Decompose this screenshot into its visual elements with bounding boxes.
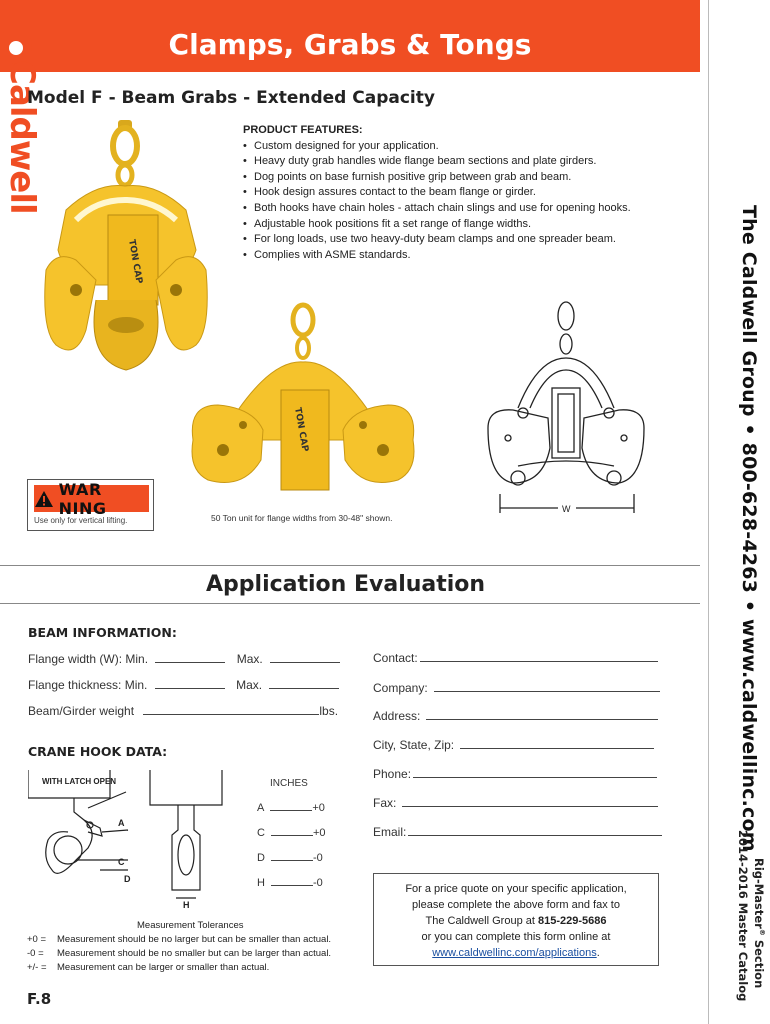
warning-icon (34, 490, 53, 508)
address-input[interactable] (426, 709, 658, 720)
flange-width-label: Flange width (W): Min. (28, 652, 149, 666)
warning-text: Use only for vertical lifting. (34, 516, 128, 525)
dim-h-label: H (183, 900, 190, 910)
sidebar-catalog: 2014-2016 Master Catalog (736, 830, 750, 1002)
dim-a-label: A (118, 818, 125, 828)
feature-item: • For long loads, use two heavy-duty beam clamps and one spreader beam. (243, 232, 631, 248)
feature-item: • Both hooks have chain holes - attach chain slings and use for opening hooks. (243, 201, 631, 217)
dim-tolerance: -0 (312, 852, 323, 864)
quote-line: or you can complete this form online at (421, 931, 611, 943)
contact-field[interactable] (373, 651, 658, 665)
application-title: Application Evaluation (206, 572, 486, 597)
quote-line (374, 945, 658, 961)
quote-text: The Caldwell Group at (425, 915, 538, 927)
feature-item: • Hook design assures contact to the beam flange or girder. (243, 185, 631, 201)
address-label: Address: (373, 709, 421, 723)
applications-link[interactable]: www.caldwellinc.com/applications (432, 947, 597, 959)
warning-box (27, 479, 154, 531)
tolerances-heading: Measurement Tolerances (137, 920, 244, 931)
city-state-zip-input[interactable] (460, 738, 654, 749)
section-divider (0, 603, 700, 604)
dim-tolerance: +0 (312, 827, 326, 839)
city-state-zip-label: City, State, Zip: (373, 738, 455, 752)
beam-grab-line-drawing (478, 298, 658, 518)
flange-thickness-field[interactable] (28, 678, 339, 692)
tolerance-row (27, 947, 331, 961)
quote-box (373, 873, 659, 966)
tolerance-text: Measurement can be larger or smaller than actual. (57, 962, 270, 973)
measurement-tolerances (27, 919, 331, 975)
dim-c-field[interactable] (257, 825, 326, 839)
address-field[interactable] (373, 709, 658, 723)
fax-input[interactable] (402, 796, 658, 807)
fax-number: 815-229-5686 (537, 915, 607, 927)
dim-letter: C (257, 827, 265, 839)
ton-cap-label-2: TON CAP (292, 406, 310, 453)
tolerance-row (27, 933, 331, 947)
feature-item: • Adjustable hook positions fit a set range of flange widths. (243, 217, 631, 233)
email-label: Email: (373, 825, 407, 839)
beam-grab-photo-2 (183, 300, 423, 500)
logo-wordmark: Caldwell (2, 60, 42, 214)
email-input[interactable] (408, 825, 662, 836)
phone-input[interactable] (413, 767, 657, 778)
warning-label: WAR NING (58, 479, 107, 518)
feature-item: • Heavy duty grab handles wide flange beam sections and plate girders. (243, 154, 631, 170)
section-divider (0, 565, 700, 566)
dim-letter: H (257, 877, 265, 889)
feature-item: • Dog points on base furnish positive grip between grab and beam. (243, 170, 631, 186)
flange-thickness-min-input[interactable] (155, 678, 225, 689)
sidebar-divider (708, 0, 709, 1024)
dim-tolerance: +0 (312, 802, 325, 814)
dim-tolerance: -0 (312, 877, 323, 889)
tolerance-symbol: +/- = (27, 962, 47, 973)
w-dimension-label: W (562, 504, 571, 514)
contact-label: Contact: (373, 651, 418, 665)
features-heading: PRODUCT FEATURES: (243, 124, 363, 136)
latch-open-label: WITH LATCH OPEN (42, 777, 117, 786)
product-features (243, 123, 631, 263)
phone-label: Phone: (373, 767, 412, 781)
tolerance-symbol: -0 = (27, 948, 44, 959)
dim-d-label: D (124, 874, 131, 884)
beam-weight-label: Beam/Girder weight (28, 704, 135, 718)
dim-d-input[interactable] (271, 850, 313, 861)
flange-thickness-max-label: Max. (236, 678, 263, 692)
beam-weight-input[interactable] (143, 704, 319, 715)
flange-thickness-max-input[interactable] (269, 678, 339, 689)
email-field[interactable] (373, 825, 662, 839)
warning-header (34, 479, 149, 518)
dim-d-field[interactable] (257, 850, 323, 864)
dim-c-input[interactable] (271, 825, 313, 836)
contact-input[interactable] (420, 651, 658, 662)
flange-width-min-input[interactable] (155, 652, 225, 663)
company-field[interactable] (373, 681, 660, 695)
dim-a-input[interactable] (270, 800, 312, 811)
tolerance-text: Measurement should be no smaller but can be larger than actual. (57, 948, 332, 959)
flange-width-max-label: Max. (236, 652, 263, 666)
crane-hook-heading: CRANE HOOK DATA: (28, 744, 168, 759)
dim-a-field[interactable] (257, 800, 325, 814)
quote-period: . (596, 947, 600, 959)
flange-width-max-input[interactable] (270, 652, 340, 663)
page-number: F.8 (27, 990, 52, 1008)
crane-hook-diagram (28, 770, 228, 910)
lbs-label: lbs. (319, 704, 339, 718)
quote-line: For a price quote on your specific application, (405, 883, 627, 895)
company-label: Company: (373, 681, 428, 695)
company-input[interactable] (434, 681, 660, 692)
dim-h-input[interactable] (271, 875, 313, 886)
sidebar-section: Rig-Master® Section (752, 858, 766, 989)
beam-weight-field[interactable] (28, 704, 338, 718)
dim-letter: D (257, 852, 265, 864)
quote-line: please complete the above form and fax to (412, 899, 620, 911)
feature-item: • Custom designed for your application. (243, 139, 631, 155)
inches-label: INCHES (270, 778, 308, 789)
quote-line (374, 913, 658, 929)
flange-width-field[interactable] (28, 652, 340, 666)
beam-info-heading: BEAM INFORMATION: (28, 625, 177, 640)
phone-field[interactable] (373, 767, 657, 781)
feature-item: • Complies with ASME standards. (243, 248, 631, 264)
sidebar-tagline: The Caldwell Group • 800-628-4263 • www.caldwellinc.com (738, 205, 760, 852)
dim-letter: A (257, 802, 265, 814)
fax-field[interactable] (373, 796, 658, 810)
tolerance-row (27, 961, 331, 975)
photo-caption: 50 Ton unit for flange widths from 30-48" shown. (211, 513, 393, 523)
flange-thickness-label: Flange thickness: Min. (28, 678, 148, 692)
ton-cap-label-1: TON CAP (126, 238, 144, 285)
tolerance-symbol: +0 = (27, 934, 47, 945)
dim-c-label: C (118, 857, 125, 867)
tolerance-text: Measurement should be no larger but can be smaller than actual. (57, 934, 332, 945)
dim-h-field[interactable] (257, 875, 323, 889)
city-state-zip-field[interactable] (373, 738, 654, 752)
fax-label: Fax: (373, 796, 397, 810)
section-banner: Clamps, Grabs & Tongs (0, 0, 700, 72)
model-title: Model F - Beam Grabs - Extended Capacity (27, 88, 435, 108)
